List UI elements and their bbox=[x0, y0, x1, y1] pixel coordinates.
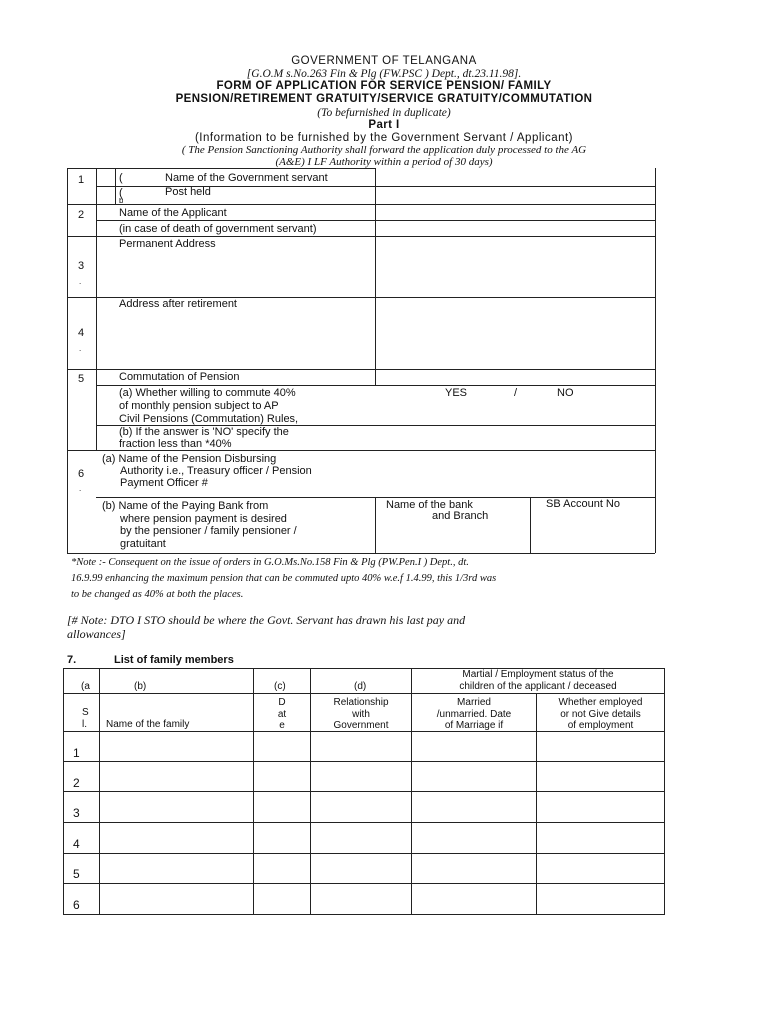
hash-note bbox=[67, 613, 465, 641]
commute-question-line1: (a) Whether willing to commute 40% bbox=[119, 387, 296, 399]
row5-number: 5 bbox=[78, 373, 85, 385]
fraction-question-line2: fraction less than *40% bbox=[119, 438, 232, 450]
col-married-header-line2: /unmarried. Date bbox=[436, 708, 512, 720]
col-married-header-line1: Married bbox=[457, 697, 491, 708]
star-note-line3: to be changed as 40% at both the places. bbox=[71, 589, 244, 600]
family-row-number: 5 bbox=[73, 867, 80, 881]
star-note bbox=[71, 555, 496, 603]
row3-number: 3 bbox=[78, 260, 85, 272]
disbursing-authority-field[interactable] bbox=[377, 452, 654, 496]
paying-bank-line2: where pension payment is desired bbox=[120, 513, 287, 525]
status-header bbox=[412, 669, 664, 692]
col-married-header bbox=[412, 697, 536, 732]
order-reference: [G.O.M s.No.263 Fin & Plg (FW.PSC ) Dept., dt.23.11.98]. bbox=[246, 68, 522, 80]
col-employed-header bbox=[537, 697, 664, 732]
bank-branch-label-line1: Name of the bank bbox=[386, 499, 473, 511]
col-employed-header-line2: or not Give details bbox=[560, 708, 641, 720]
yes-option[interactable]: YES bbox=[445, 387, 468, 399]
no-option[interactable]: NO bbox=[557, 387, 574, 399]
row4-dot: . bbox=[79, 344, 82, 353]
duplicate-note: (To befurnished in duplicate) bbox=[317, 107, 451, 119]
col-name-header: Name of the family bbox=[106, 719, 190, 730]
family-row-number: 1 bbox=[73, 746, 80, 760]
sb-account-label: SB Account No bbox=[546, 498, 620, 510]
star-note-line1: *Note :- Consequent on the issue of orders in G.O.Ms.No.158 Fin & Plg (PW.Pen.I ) Dept., dt. bbox=[71, 557, 469, 568]
family-row-number: 6 bbox=[73, 898, 80, 912]
section7-title: List of family members bbox=[114, 654, 234, 666]
commute-question-line3: Civil Pensions (Commutation) Rules, bbox=[119, 413, 299, 425]
row4-number: 4 bbox=[78, 327, 85, 339]
applicant-name-label: Name of the Applicant bbox=[119, 207, 227, 219]
retirement-address-field[interactable] bbox=[377, 299, 654, 368]
permanent-address-field[interactable] bbox=[377, 238, 654, 296]
post-held-label: Post held bbox=[165, 186, 211, 198]
post-held-field[interactable] bbox=[377, 188, 654, 203]
form-title-line2: PENSION/RETIREMENT GRATUITY/SERVICE GRATUITY/COMMUTATION bbox=[175, 93, 593, 105]
col-letter-b: (b) bbox=[134, 681, 147, 692]
status-header-line1: Martial / Employment status of the bbox=[462, 669, 614, 680]
family-row-number: 4 bbox=[73, 837, 80, 851]
col-employed-header-line3: of employment bbox=[567, 720, 634, 731]
retirement-address-label: Address after retirement bbox=[119, 298, 237, 310]
row1b-letter: b bbox=[119, 198, 124, 204]
disbursing-authority-line3: Payment Officer # bbox=[120, 477, 208, 489]
applicant-relation-field[interactable] bbox=[377, 222, 654, 235]
col-relationship-header-line3: Government bbox=[333, 720, 389, 731]
row3-dot: . bbox=[79, 277, 82, 286]
disbursing-authority-line1: (a) Name of the Pension Disbursing bbox=[102, 453, 277, 465]
col-relationship-header bbox=[311, 697, 411, 732]
col-sl-header bbox=[82, 707, 89, 731]
info-line: (Information to be furnished by the Government Servant / Applicant) bbox=[194, 132, 574, 144]
col-sl-header-line2: l. bbox=[82, 719, 87, 730]
row2-number: 2 bbox=[78, 209, 85, 221]
row1b-marker: ( bbox=[119, 187, 123, 199]
col-date-header-line3: e bbox=[279, 720, 285, 731]
col-date-header-line1: D bbox=[278, 697, 286, 708]
col-employed-header-line1: Whether employed bbox=[558, 697, 643, 708]
family-row-number: 3 bbox=[73, 806, 80, 820]
authority-note-line2: (A&E) I LF Authority within a period of 30 days) bbox=[275, 156, 493, 168]
authority-note-line1: ( The Pension Sanctioning Authority shall forward the application duly processed to the AG bbox=[181, 144, 587, 156]
paying-bank-line1: (b) Name of the Paying Bank from bbox=[102, 500, 269, 512]
hash-note-line2: allowances] bbox=[67, 627, 126, 641]
govt-servant-name-label: Name of the Government servant bbox=[165, 172, 328, 184]
permanent-address-label: Permanent Address bbox=[119, 238, 216, 250]
star-note-line2: 16.9.99 enhancing the maximum pension that can be commuted upto 40% w.e.f 1.4.99, this 1/3rd was bbox=[71, 573, 497, 584]
row6-number: 6 bbox=[78, 468, 85, 480]
row1-number: 1 bbox=[78, 174, 85, 186]
col-married-header-line3: of Marriage if bbox=[444, 720, 504, 731]
status-header-line2: children of the applicant / deceased bbox=[459, 680, 617, 692]
yes-no-separator: / bbox=[514, 387, 518, 399]
paying-bank-line3: by the pensioner / family pensioner / bbox=[120, 525, 297, 537]
section7-number: 7. bbox=[67, 654, 77, 666]
fraction-question-line1: (b) If the answer is 'NO' specify the bbox=[119, 426, 289, 438]
col-sl-header-line1: S bbox=[82, 707, 89, 718]
row6-dot: . bbox=[79, 484, 82, 493]
family-row-number: 2 bbox=[73, 776, 80, 790]
paying-bank-line4: gratuitant bbox=[120, 538, 166, 550]
bank-branch-label-line2: and Branch bbox=[432, 510, 489, 522]
col-letter-a: (a bbox=[81, 681, 90, 692]
commute-question-line2: of monthly pension subject to AP bbox=[119, 400, 279, 412]
govt-servant-name-field[interactable] bbox=[377, 170, 654, 185]
col-date-header bbox=[254, 697, 310, 732]
disbursing-authority-line2: Authority i.e., Treasury officer / Pension bbox=[120, 465, 312, 477]
commutation-label: Commutation of Pension bbox=[119, 371, 240, 383]
col-date-header-line2: at bbox=[277, 708, 287, 720]
col-relationship-header-line1: Relationship bbox=[333, 697, 389, 708]
applicant-name-sublabel: (in case of death of government servant) bbox=[119, 223, 317, 235]
government-heading: GOVERNMENT OF TELANGANA bbox=[291, 55, 477, 67]
applicant-name-field[interactable] bbox=[377, 206, 654, 219]
form-title-line1: FORM OF APPLICATION FOR SERVICE PENSION/ FAMILY bbox=[216, 80, 552, 92]
col-letter-d: (d) bbox=[354, 681, 367, 692]
col-relationship-header-line2: with bbox=[352, 708, 370, 720]
col-letter-c: (c) bbox=[274, 681, 286, 692]
part-heading: Part I bbox=[368, 119, 400, 131]
hash-note-line1: [# Note: DTO I STO should be where the Govt. Servant has drawn his last pay and bbox=[67, 613, 466, 627]
row1a-marker: ( bbox=[119, 172, 123, 184]
fraction-field[interactable] bbox=[377, 427, 654, 449]
